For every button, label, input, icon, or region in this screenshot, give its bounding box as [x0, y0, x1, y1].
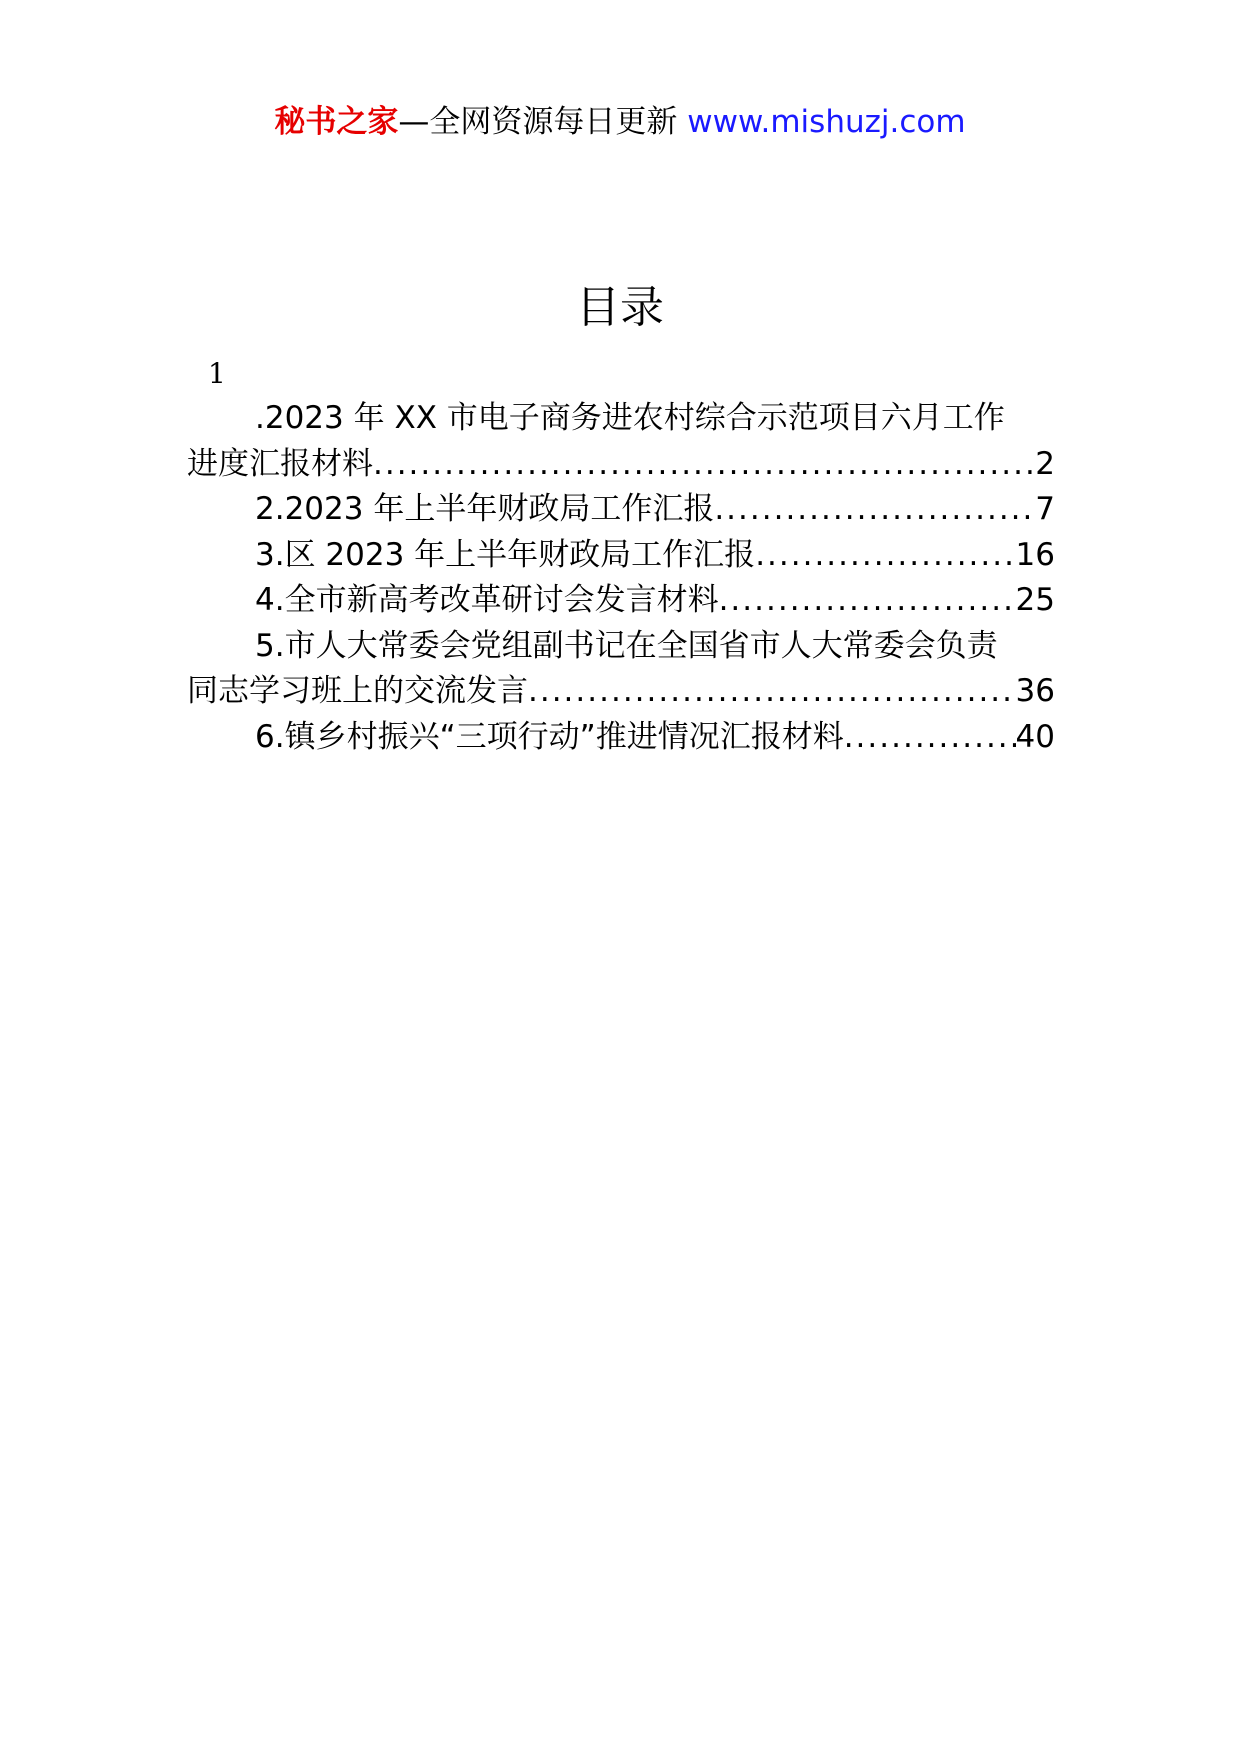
dot-leader	[844, 715, 1016, 761]
toc-entry-5[interactable]	[187, 624, 1055, 715]
toc-entry-text: 6.镇乡村振兴“三项行动”推进情况汇报材料	[255, 718, 844, 755]
header-tagline: —全网资源每日更新	[398, 104, 678, 140]
toc-page-number: 2	[1035, 445, 1055, 482]
toc-entry-text: 进度汇报材料	[187, 445, 373, 482]
dot-leader	[528, 669, 1016, 715]
toc-entry-text: 3.区 2023 年上半年财政局工作汇报	[255, 536, 756, 573]
dot-leader	[719, 578, 1016, 624]
toc-page-number: 16	[1015, 536, 1055, 573]
site-header	[0, 100, 1240, 144]
toc-entry-leader-line	[187, 578, 1055, 624]
dot-leader	[714, 487, 1035, 533]
toc-entry-leader-line	[187, 487, 1055, 533]
toc-entry-2[interactable]	[187, 487, 1055, 533]
site-url[interactable]: www.mishuzj.com	[687, 104, 966, 140]
toc-entry-leader-line	[187, 533, 1055, 579]
toc-page-number: 36	[1015, 673, 1055, 709]
toc-entry-text: 2.2023 年上半年财政局工作汇报	[255, 491, 715, 527]
stray-number: 1	[208, 357, 226, 390]
toc-entry-text: 4.全市新高考改革研讨会发言材料	[255, 582, 719, 618]
toc-page-number: 7	[1035, 491, 1055, 527]
toc-page-number: 40	[1015, 718, 1055, 755]
toc-entry-first-line: 5.市人大常委会党组副书记在全国省市人大常委会负责	[255, 627, 998, 664]
dot-leader	[373, 442, 1035, 488]
toc-entry-leader-line	[187, 715, 1055, 761]
toc-page-number: 25	[1015, 582, 1055, 618]
toc-entry-1[interactable]	[187, 396, 1055, 487]
toc-entry-first-line: .2023 年 XX 市电子商务进农村综合示范项目六月工作	[255, 400, 1005, 436]
toc-title: 目录	[576, 282, 664, 333]
toc-entry-3[interactable]	[187, 533, 1055, 579]
toc-entry-text: 同志学习班上的交流发言	[187, 673, 528, 709]
table-of-contents	[187, 396, 1055, 760]
toc-entry-leader-line	[187, 442, 1055, 488]
dot-leader	[755, 533, 1015, 579]
toc-entry-leader-line	[187, 669, 1055, 715]
brand-name: 秘书之家	[274, 104, 399, 140]
toc-entry-6[interactable]	[187, 715, 1055, 761]
toc-entry-4[interactable]	[187, 578, 1055, 624]
